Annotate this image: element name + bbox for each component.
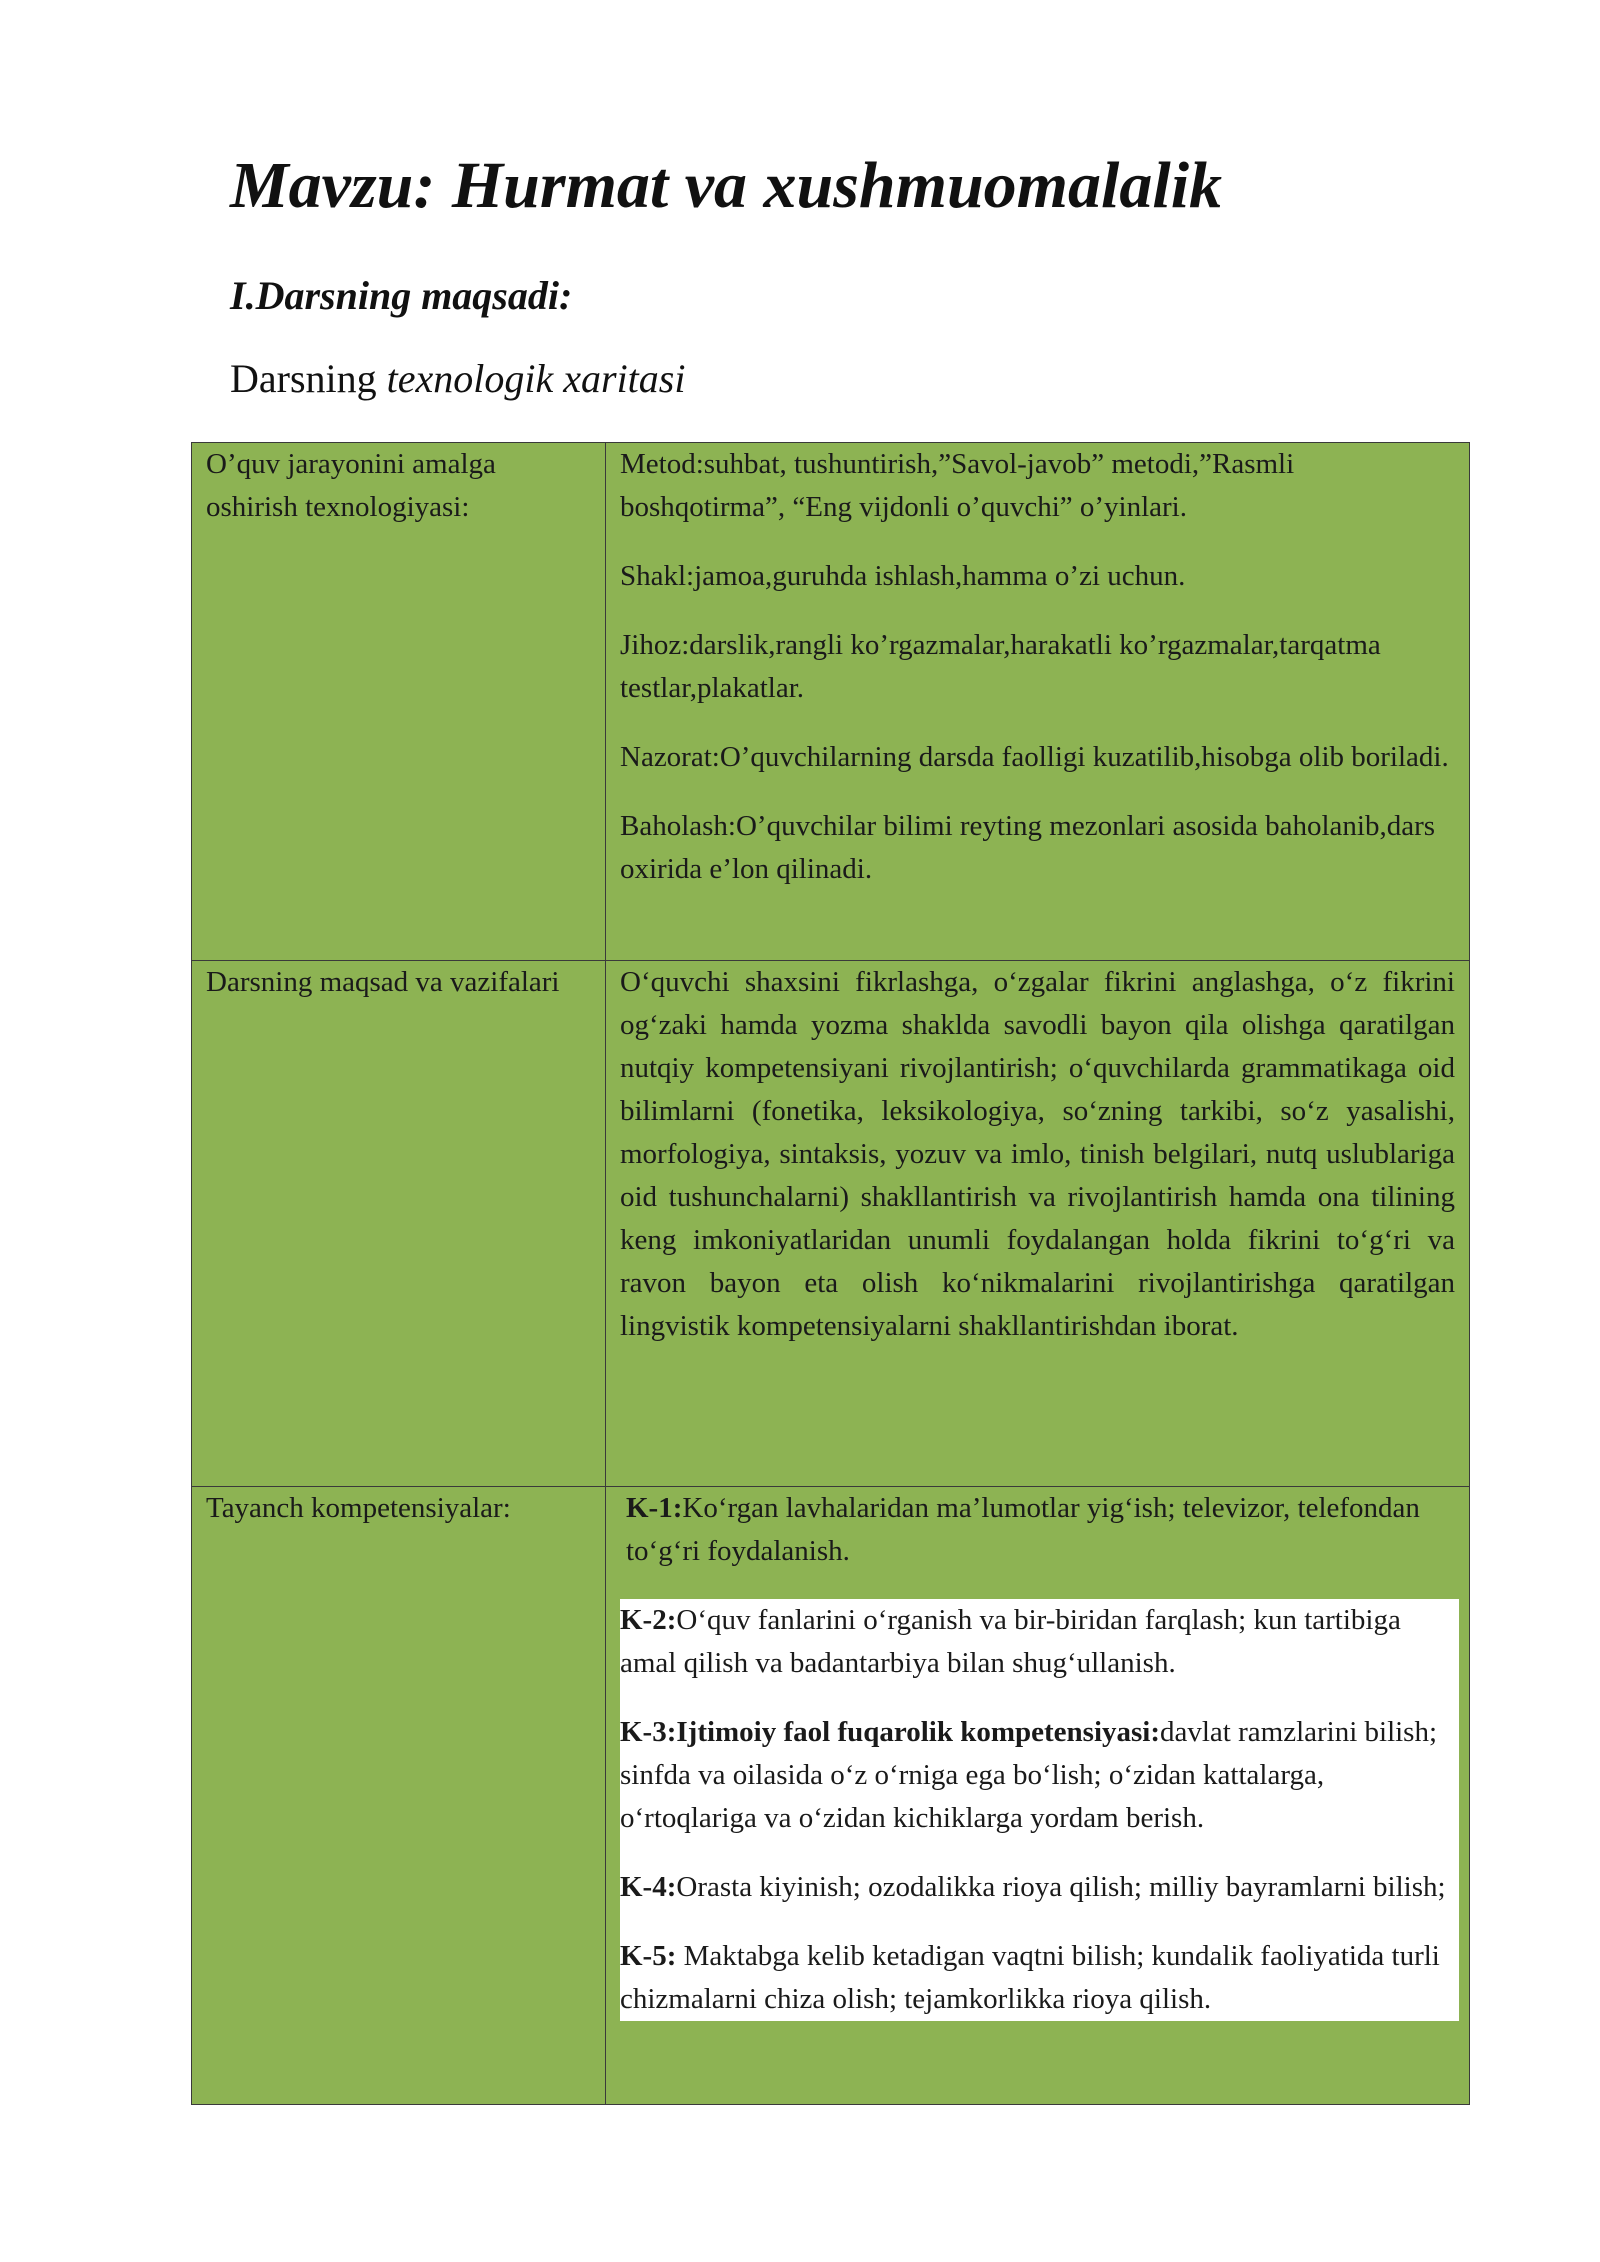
- competency-text: Ko‘rgan lavhalaridan ma’lumotlar yig‘ish; televizor, telefondan to‘g‘ri foydalanish.: [626, 1492, 1420, 1567]
- method-paragraph: Metod:suhbat, tushuntirish,”Savol-javob” metodi,”Rasmli boshqotirma”, “Eng vijdonli o’quvchi” o’yinlari.: [620, 448, 1295, 523]
- caption-italic: texnologik xaritasi: [386, 356, 686, 401]
- row-label: O’quv jarayonini amalga oshirish texnologiyasi:: [206, 448, 496, 523]
- competency-k3: [620, 1711, 1459, 1840]
- table-row: [192, 961, 1470, 1487]
- caption-plain: Darsning: [230, 356, 387, 401]
- competency-k5: [620, 1935, 1459, 2021]
- competency-k1: [620, 1487, 1455, 1573]
- equipment-paragraph: Jihoz:darslik,rangli ko’rgazmalar,harakatli ko’rgazmalar,tarqatma testlar,plakatlar.: [620, 629, 1381, 704]
- table-row: [192, 1487, 1470, 2105]
- row-label-cell: [192, 961, 606, 1487]
- competency-text: Orasta kiyinish; ozodalikka rioya qilish; milliy bayramlarni bilish;: [676, 1871, 1446, 1903]
- competency-highlight-box: [620, 1599, 1459, 2021]
- assessment-paragraph: Baholash:O’quvchilar bilimi reyting mezonlari asosida baholanib,dars oxirida e’lon qilinadi.: [620, 810, 1436, 885]
- competency-text: davlat ramzlarini bilish; sinfda va oilasida o‘z o‘rniga ega bo‘lish; o‘zidan kattalarga, o‘rtoqlariga va o‘zidan kichiklarga yordam berish.: [620, 1716, 1438, 1834]
- competency-code: K-2:: [620, 1604, 677, 1636]
- goals-paragraph: O‘quvchi shaxsini fikrlashga, o‘zgalar fikrini anglashga, o‘z fikrini og‘zaki hamda yozma shaklda savodli bayon qila olishga qaratilgan nutqiy kompetensiyani rivojlantirish; o‘quvchilarda grammatikaga oid bilimlarni (fonetika, leksikologiya, so‘zning tarkibi, so‘z yasalishi, morfologiya, sintaksis, yozuv va imlo, tinish belgilari, nutq uslublariga oid tushunchalarni) shakllantirish va rivojlantirish hamda ona tilining keng imkoniyatlaridan unumli foydalangan holda fikrini to‘g‘ri va ravon bayon eta olish ko‘nikmalarini rivojlantirishga qaratilgan lingvistik kompetensiyalarni shakllantirishdan iborat.: [620, 966, 1455, 1342]
- row-label: Tayanch kompetensiyalar:: [206, 1492, 511, 1524]
- control-paragraph: Nazorat:O’quvchilarning darsda faolligi kuzatilib,hisobga olib boriladi.: [620, 741, 1449, 773]
- competency-k2: [620, 1599, 1459, 1685]
- technology-map-table: [191, 442, 1470, 2105]
- table-caption: [230, 355, 685, 402]
- competency-code: K-1:: [626, 1492, 683, 1524]
- competency-text: Maktabga kelib ketadigan vaqtni bilish; kundalik faoliyatida turli chizmalarni chiza olish; tejamkorlikka rioya qilish.: [620, 1940, 1440, 2015]
- competency-code: K-3:Ijtimoiy faol fuqarolik kompetensiyasi:: [620, 1716, 1160, 1748]
- row-content-cell: [606, 443, 1470, 961]
- competency-k4: [620, 1866, 1459, 1909]
- row-label-cell: [192, 1487, 606, 2105]
- competency-text: O‘quv fanlarini o‘rganish va bir-biridan farqlash; kun tartibiga amal qilish va badantarbiya bilan shug‘ullanish.: [620, 1604, 1401, 1679]
- row-content-cell: [606, 961, 1470, 1487]
- row-label-cell: [192, 443, 606, 961]
- competency-code: K-5:: [620, 1940, 677, 1972]
- form-paragraph: Shakl:jamoa,guruhda ishlash,hamma o’zi uchun.: [620, 560, 1186, 592]
- row-label: Darsning maqsad va vazifalari: [206, 966, 560, 998]
- page-title: Mavzu: Hurmat va xushmuomalalik: [230, 149, 1223, 222]
- section-heading: I.Darsning maqsadi:: [230, 273, 573, 318]
- row-content-cell: [606, 1487, 1470, 2105]
- table-row: [192, 443, 1470, 961]
- competency-code: K-4:: [620, 1871, 677, 1903]
